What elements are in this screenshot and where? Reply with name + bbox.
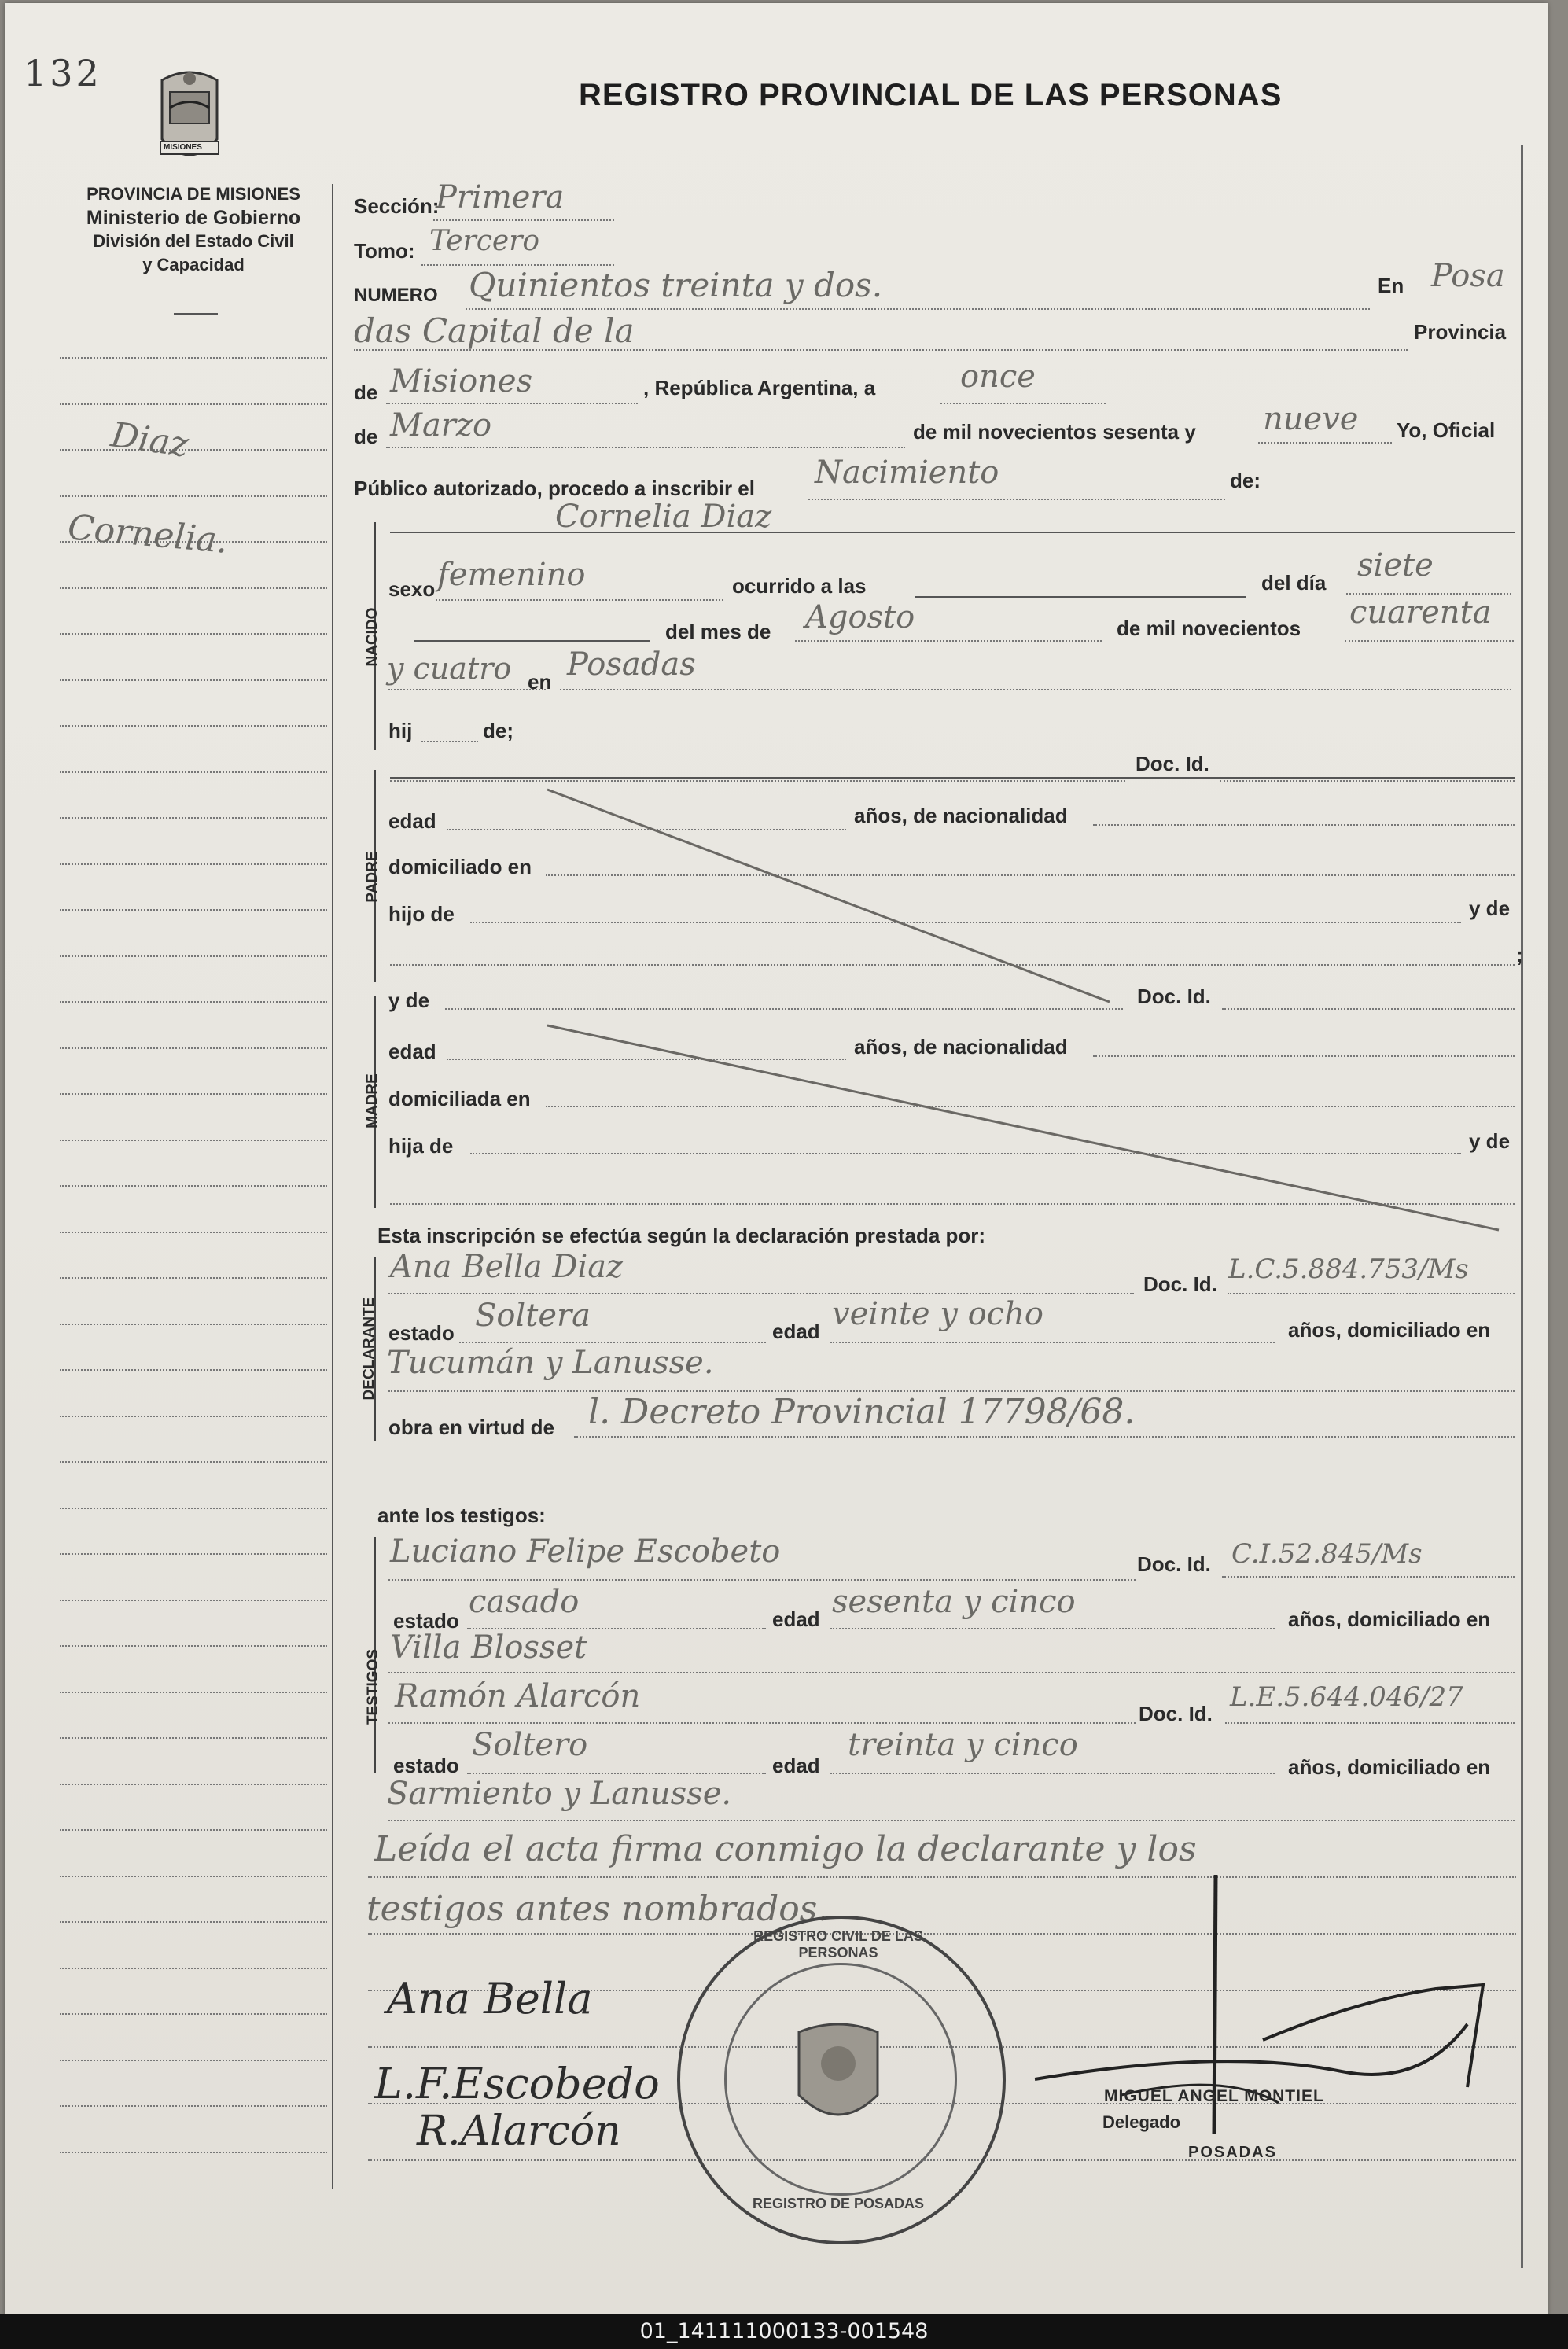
value-testigo1-estado: casado bbox=[469, 1584, 580, 1620]
label-padre-y-de: y de bbox=[1469, 897, 1511, 920]
label-de-semicolon: de; bbox=[483, 719, 513, 742]
label-declarante-edad: edad bbox=[772, 1320, 820, 1343]
label-hij: hij bbox=[388, 719, 413, 742]
label-madre-domicilio: domiciliada en bbox=[388, 1087, 531, 1110]
strike-lines bbox=[5, 3, 1548, 1261]
label-republica: , República Argentina, a bbox=[643, 376, 876, 399]
value-declarante-estado: Soltera bbox=[475, 1298, 591, 1334]
label-sexo: sexo bbox=[388, 577, 436, 601]
value-dia: once bbox=[960, 359, 1036, 395]
label-hijo-de: hijo de bbox=[388, 902, 455, 926]
label-publico: Público autorizado, procedo a inscribir el bbox=[354, 477, 755, 500]
value-seccion: Primera bbox=[436, 179, 565, 215]
margin-ruled-line bbox=[60, 2105, 327, 2107]
value-testigo1-domicilio: Villa Blosset bbox=[390, 1629, 587, 1666]
label-en-lugar: en bbox=[528, 670, 552, 694]
label-madre-doc: Doc. Id. bbox=[1137, 985, 1211, 1008]
value-decreto: l. Decreto Provincial 17798/68. bbox=[588, 1392, 1136, 1432]
value-nombre: Cornelia Diaz bbox=[555, 499, 772, 535]
margin-given-name: Cornelia. bbox=[66, 507, 230, 561]
stamp-bottom-text: REGISTRO DE POSADAS bbox=[752, 2196, 925, 2211]
label-testigo2-doc: Doc. Id. bbox=[1139, 1702, 1213, 1725]
value-ano-nacimiento-2: y cuatro bbox=[387, 651, 512, 686]
label-obra-virtud: obra en virtud de bbox=[388, 1416, 554, 1439]
label-madre-edad: edad bbox=[388, 1040, 436, 1063]
side-label-madre: MADRE bbox=[364, 1073, 381, 1128]
page-title: REGISTRO PROVINCIAL DE LAS PERSONAS bbox=[579, 78, 1283, 112]
value-city-2: das Capital de la bbox=[354, 311, 635, 350]
value-mes: Marzo bbox=[390, 407, 492, 444]
margin-ruled-line bbox=[60, 1921, 327, 1923]
label-de-provincia: de bbox=[354, 381, 378, 404]
margin-surname: Diaz bbox=[108, 414, 191, 466]
authority-line-4: y Capacidad bbox=[142, 255, 245, 274]
value-sexo: femenino bbox=[437, 557, 586, 593]
side-label-nacido: NACIDO bbox=[364, 607, 381, 667]
margin-ruled-line bbox=[60, 1553, 327, 1555]
label-testigo2-edad: edad bbox=[772, 1754, 820, 1777]
label-tomo: Tomo: bbox=[354, 239, 415, 263]
margin-ruled-line bbox=[60, 1277, 327, 1279]
value-testigo2-estado: Soltero bbox=[472, 1727, 588, 1763]
label-padre-edad: edad bbox=[388, 809, 436, 833]
margin-ruled-line bbox=[60, 1369, 327, 1371]
label-inscripcion: Esta inscripción se efectúa según la declaración prestada por: bbox=[377, 1224, 986, 1247]
margin-ruled-line bbox=[60, 1600, 327, 1601]
label-madre-nacionalidad: años, de nacionalidad bbox=[854, 1035, 1068, 1059]
value-testigo2-domicilio: Sarmiento y Lanusse. bbox=[387, 1776, 732, 1812]
signature-declarante: Ana Bella bbox=[387, 1974, 593, 2023]
margin-ruled-line bbox=[60, 1737, 327, 1739]
side-label-padre: PADRE bbox=[364, 851, 381, 903]
authority-line-2: Ministerio de Gobierno bbox=[86, 207, 301, 229]
value-testigo1-edad: sesenta y cinco bbox=[832, 1584, 1076, 1620]
label-padre-domicilio: domiciliado en bbox=[388, 855, 532, 878]
document-page bbox=[5, 3, 1548, 2315]
label-madre-y-de: y de bbox=[388, 989, 430, 1012]
authority-line-3: División del Estado Civil bbox=[93, 231, 294, 251]
label-ante-testigos: ante los testigos: bbox=[377, 1504, 546, 1527]
margin-ruled-line bbox=[60, 1829, 327, 1831]
value-testigo2-doc: L.E.5.644.046/27 bbox=[1230, 1681, 1463, 1713]
label-yo-oficial: Yo, Oficial bbox=[1397, 418, 1496, 442]
label-padre-semicolon: ; bbox=[1516, 943, 1523, 966]
label-declarante-estado: estado bbox=[388, 1321, 455, 1345]
value-ano-nacimiento-1: cuarenta bbox=[1349, 595, 1492, 631]
stamp-emblem-icon bbox=[775, 2016, 901, 2142]
label-ocurrido: ocurrido a las bbox=[732, 574, 867, 598]
label-testigo1-doc: Doc. Id. bbox=[1137, 1552, 1211, 1576]
label-del-dia: del día bbox=[1261, 571, 1327, 595]
value-testigo2-edad: treinta y cinco bbox=[848, 1727, 1078, 1763]
margin-ruled-line bbox=[60, 1508, 327, 1509]
label-declarante-domiciliado: años, domiciliado en bbox=[1288, 1318, 1491, 1342]
label-seccion: Sección: bbox=[354, 194, 440, 218]
label-mil-novecientos: de mil novecientos bbox=[1117, 617, 1301, 640]
margin-ruled-line bbox=[60, 2060, 327, 2061]
label-testigo2-estado: estado bbox=[393, 1754, 459, 1777]
value-tomo: Tercero bbox=[429, 225, 540, 257]
label-numero: NUMERO bbox=[354, 285, 438, 306]
stamp-outer-text: REGISTRO CIVIL DE LAS PERSONAS bbox=[753, 1928, 923, 1961]
label-en: En bbox=[1378, 274, 1404, 297]
margin-ruled-line bbox=[60, 1876, 327, 1877]
label-testigo1-edad: edad bbox=[772, 1607, 820, 1631]
image-identifier: 01_141111000133-001548 bbox=[0, 2314, 1568, 2349]
signature-testigo1: L.F.Escobedo bbox=[374, 2059, 660, 2108]
value-provincia: Misiones bbox=[390, 363, 533, 399]
label-padre-doc: Doc. Id. bbox=[1136, 752, 1209, 775]
label-provincia: Provincia bbox=[1414, 320, 1507, 344]
value-declarante-edad: veinte y ocho bbox=[832, 1296, 1043, 1332]
margin-ruled-line bbox=[60, 1968, 327, 1969]
label-testigo1-domiciliado: años, domiciliado en bbox=[1288, 1607, 1491, 1631]
label-de-colon: de: bbox=[1230, 469, 1261, 492]
margin-ruled-line bbox=[60, 1324, 327, 1325]
label-mil-sesenta: de mil novecientos sesenta y bbox=[913, 420, 1196, 444]
value-declarante-doc: L.C.5.884.753/Ms bbox=[1228, 1254, 1469, 1285]
official-place: POSADAS bbox=[1188, 2144, 1277, 2161]
value-testigo1-nombre: Luciano Felipe Escobeto bbox=[390, 1533, 781, 1570]
value-lugar-nacimiento: Posadas bbox=[567, 646, 696, 683]
value-dia-nacimiento: siete bbox=[1357, 547, 1434, 584]
signature-testigo2: R.Alarcón bbox=[417, 2108, 621, 2155]
margin-ruled-line bbox=[60, 2013, 327, 2015]
value-testigo1-doc: C.I.52.845/Ms bbox=[1231, 1538, 1423, 1570]
value-declarante-nombre: Ana Bella Diaz bbox=[390, 1249, 624, 1285]
margin-ruled-line bbox=[60, 1645, 327, 1647]
official-name: MIGUEL ANGEL MONTIEL bbox=[1104, 2087, 1324, 2105]
value-numero: Quinientos treinta y dos. bbox=[469, 266, 883, 304]
label-testigo1-estado: estado bbox=[393, 1609, 459, 1633]
margin-ruled-line bbox=[60, 1461, 327, 1463]
margin-ruled-line bbox=[60, 2152, 327, 2153]
value-mes-nacimiento: Agosto bbox=[805, 599, 915, 635]
label-del-mes: del mes de bbox=[665, 620, 771, 643]
value-acto: Nacimiento bbox=[815, 455, 999, 491]
closing-text-2: testigos antes nombrados. bbox=[366, 1889, 829, 1929]
label-testigo2-domiciliado: años, domiciliado en bbox=[1288, 1755, 1491, 1779]
authority-line-1: PROVINCIA DE MISIONES bbox=[86, 184, 300, 204]
closing-text-1: Leída el acta firma conmigo la declarante y los bbox=[374, 1829, 1197, 1869]
value-city-1: Posa bbox=[1431, 258, 1505, 294]
label-madre-y-de-2: y de bbox=[1469, 1129, 1511, 1153]
label-declarante-doc: Doc. Id. bbox=[1143, 1272, 1217, 1296]
label-hija-de: hija de bbox=[388, 1134, 454, 1158]
margin-ruled-line bbox=[60, 1784, 327, 1785]
value-ano: nueve bbox=[1263, 401, 1359, 437]
margin-ruled-line bbox=[60, 1416, 327, 1417]
seal-label: MISIONES bbox=[164, 143, 202, 152]
page-number: 132 bbox=[24, 52, 102, 94]
side-label-testigos: TESTIGOS bbox=[365, 1648, 381, 1725]
margin-ruled-line bbox=[60, 1692, 327, 1693]
side-label-declarante: DECLARANTE bbox=[361, 1297, 377, 1401]
label-de-mes: de bbox=[354, 425, 378, 448]
label-padre-nacionalidad: años, de nacionalidad bbox=[854, 804, 1068, 827]
value-declarante-domicilio: Tucumán y Lanusse. bbox=[387, 1345, 714, 1381]
official-signature-strokes bbox=[1027, 1867, 1515, 2150]
value-testigo2-nombre: Ramón Alarcón bbox=[395, 1678, 641, 1714]
label-delegado: Delegado bbox=[1102, 2112, 1181, 2132]
